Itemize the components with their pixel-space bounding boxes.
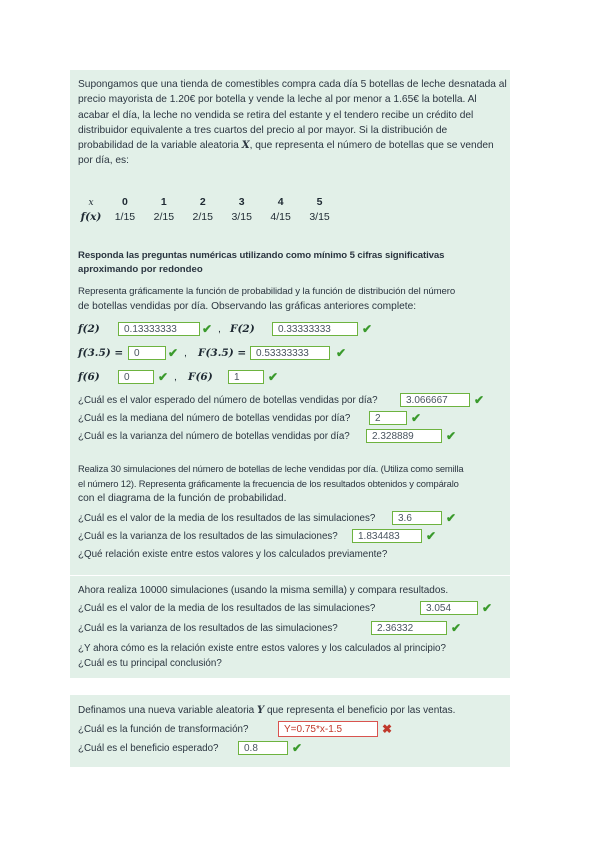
f6-label: f(6) xyxy=(78,371,100,383)
question-sim30-relation: ¿Qué relación existe entre estos valores y los calculados previamente? xyxy=(78,549,388,560)
section2-line: con el diagrama de la función de probabilidad. xyxy=(78,493,287,504)
dist-f-value: 3/15 xyxy=(231,211,252,223)
dist-table-f-row xyxy=(78,210,338,224)
F2-input[interactable]: 0.33333333 xyxy=(272,322,358,336)
dist-f-value: 2/15 xyxy=(192,211,213,223)
variance-input[interactable]: 2.328889 xyxy=(366,429,442,443)
check-icon: ✔ xyxy=(474,393,485,407)
dist-f-value: 2/15 xyxy=(153,211,175,223)
transformation-input[interactable]: Y=0.75*x-1.5 xyxy=(278,721,378,737)
variable-y: Y xyxy=(257,705,265,716)
dist-x-value: 0 xyxy=(122,196,128,208)
check-icon: ✔ xyxy=(202,322,213,336)
question-expected-benefit: ¿Cuál es el beneficio esperado? xyxy=(78,743,219,754)
question-sim30-mean: ¿Cuál es el valor de la media de los resultados de las simulaciones? xyxy=(78,513,376,524)
section3-line: Ahora realiza 10000 simulaciones (usando la misma semilla) y compara resultados. xyxy=(78,585,449,596)
F35-input[interactable]: 0.53333333 xyxy=(250,346,330,360)
dist-f-value: 3/15 xyxy=(309,211,330,223)
check-icon: ✔ xyxy=(411,411,422,425)
dist-f-value: 4/15 xyxy=(270,211,291,223)
check-icon: ✔ xyxy=(426,529,437,543)
intro-line: acabar el día, la leche no vendida se retira del estante y el tendero recibe un crédito del xyxy=(78,109,474,121)
intro-text xyxy=(78,77,508,169)
mean-input[interactable]: 3.066667 xyxy=(400,393,470,407)
question-conclusion: ¿Cuál es tu principal conclusión? xyxy=(78,658,222,669)
dist-x-label: x xyxy=(88,198,94,208)
check-icon: ✔ xyxy=(362,322,373,336)
section2-line: el número 12). Representa gráficamente la frecuencia de los resultados obtenidos y compáralo xyxy=(78,478,459,489)
dist-table-x-row xyxy=(78,195,338,210)
f6-input[interactable]: 0 xyxy=(118,370,154,384)
F2-label: F(2) xyxy=(230,323,255,335)
cross-icon: ✖ xyxy=(382,722,393,736)
check-icon: ✔ xyxy=(451,621,462,635)
dist-x-value: 1 xyxy=(160,196,167,208)
separator-comma: , xyxy=(218,323,221,335)
section1-line: Representa gráficamente la función de probabilidad y la función de distribución del número xyxy=(78,286,456,297)
intro-line: probabilidad de la variable aleatoria X, que representa el número de botellas que se venden xyxy=(78,139,494,152)
dist-f-value: 1/15 xyxy=(114,211,136,223)
question-sim30-variance: ¿Cuál es la varianza de los resultados de las simulaciones? xyxy=(78,531,338,542)
question-mean: ¿Cuál es el valor esperado del número de botellas vendidas por día? xyxy=(78,395,378,406)
f2-label: f(2) xyxy=(78,323,100,335)
separator-comma: , xyxy=(174,371,177,383)
F35-label: F(3.5) = xyxy=(198,347,247,359)
dist-x-value: 2 xyxy=(199,196,206,208)
check-icon: ✔ xyxy=(482,601,493,615)
f35-label: f(3.5) = xyxy=(78,347,124,359)
section1-line: de botellas vendidas por día. Observando las gráficas anteriores complete: xyxy=(78,301,417,312)
intro-line: precio mayorista de 1.20€ por botella y vende la leche al por menor a 1.65€ la botella. Al xyxy=(78,94,477,106)
dist-x-value: 4 xyxy=(277,196,284,208)
sim10000-variance-input[interactable]: 2.36332 xyxy=(371,621,447,635)
instructions-line: Responda las preguntas numéricas utilizando como mínimo 5 cifras significativas xyxy=(78,250,445,261)
check-icon: ✔ xyxy=(168,346,179,360)
F6-input[interactable]: 1 xyxy=(228,370,264,384)
check-icon: ✔ xyxy=(158,370,169,384)
sim10000-mean-input[interactable]: 3.054 xyxy=(420,601,478,615)
question-variance: ¿Cuál es la varianza del número de botellas vendidas por día? xyxy=(78,431,350,442)
question-transformation: ¿Cuál es la función de transformación? xyxy=(78,724,249,735)
check-icon: ✔ xyxy=(292,741,303,755)
dist-x-value: 3 xyxy=(238,196,245,208)
intro-line: por día, es: xyxy=(78,155,129,167)
section4-line: Definamos una nueva variable aleatoria Y que representa el beneficio por las ventas. xyxy=(78,705,456,716)
f35-input[interactable]: 0 xyxy=(128,346,166,360)
separator-comma: , xyxy=(184,347,187,359)
intro-line: Supongamos que una tienda de comestibles compra cada día 5 botellas de leche desnatada al xyxy=(78,79,507,90)
check-icon: ✔ xyxy=(336,346,347,360)
expected-benefit-input[interactable]: 0.8 xyxy=(238,741,288,755)
question-sim10000-mean: ¿Cuál es el valor de la media de los resultados de las simulaciones? xyxy=(78,603,376,614)
f2-input[interactable]: 0.13333333 xyxy=(118,322,200,336)
instructions-line: aproximando por redondeo xyxy=(78,264,203,275)
variable-x: X xyxy=(241,139,250,152)
sim30-variance-input[interactable]: 1.834483 xyxy=(352,529,422,543)
check-icon: ✔ xyxy=(446,511,457,525)
sim30-mean-input[interactable]: 3.6 xyxy=(392,511,442,525)
question-median: ¿Cuál es la mediana del número de botellas vendidas por día? xyxy=(78,413,351,424)
question-sim10000-relation: ¿Y ahora cómo es la relación existe entre estos valores y los calculados al principio? xyxy=(78,643,446,654)
dist-f-label: f(x) xyxy=(80,211,102,223)
dist-x-value: 5 xyxy=(316,196,323,208)
check-icon: ✔ xyxy=(268,370,279,384)
check-icon: ✔ xyxy=(446,429,457,443)
section2-line: Realiza 30 simulaciones del número de botellas de leche vendidas por día. (Utiliza como semilla xyxy=(78,463,464,474)
intro-line: distribuidor equivalente a tres cuartos del precio al por mayor. Si la distribución de xyxy=(78,124,448,136)
question-sim10000-variance: ¿Cuál es la varianza de los resultados de las simulaciones? xyxy=(78,623,338,634)
F6-label: F(6) xyxy=(188,371,213,383)
median-input[interactable]: 2 xyxy=(369,411,407,425)
